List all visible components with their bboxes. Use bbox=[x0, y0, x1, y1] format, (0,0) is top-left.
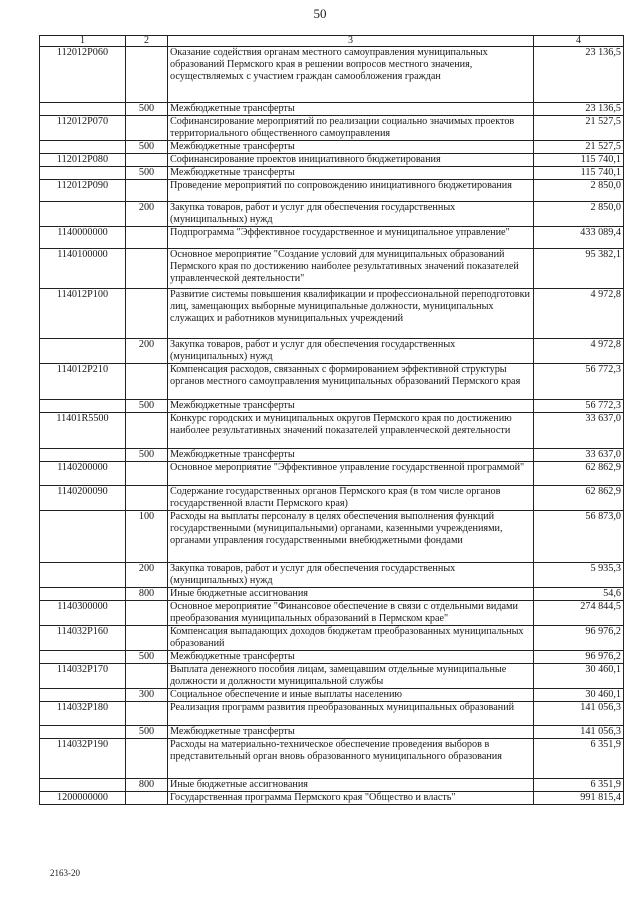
table-row bbox=[40, 202, 624, 227]
table-row bbox=[40, 563, 624, 588]
column-header: 3 bbox=[168, 36, 534, 47]
row-amount: 2 850,0 bbox=[534, 180, 624, 202]
row-name: Иные бюджетные ассигнования bbox=[168, 779, 534, 792]
row-code: 114032P180 bbox=[40, 702, 126, 726]
row-amount: 95 382,1 bbox=[534, 249, 624, 289]
row-type bbox=[126, 47, 168, 103]
row-type bbox=[126, 364, 168, 400]
page-number: 50 bbox=[313, 6, 327, 21]
row-amount: 62 862,9 bbox=[534, 486, 624, 511]
row-name: Расходы на выплаты персоналу в целях обеспечения выполнения функций государственными (муниципальными) органами, казенными учреждениями, органами управления государственными внебюджетными фондами bbox=[168, 511, 534, 563]
row-code: 112012P080 bbox=[40, 154, 126, 167]
row-code: 1140300000 bbox=[40, 601, 126, 626]
table-row bbox=[40, 167, 624, 180]
row-type: 100 bbox=[126, 511, 168, 563]
row-code bbox=[40, 449, 126, 462]
row-code: 11401R5500 bbox=[40, 413, 126, 449]
header-row bbox=[40, 36, 624, 47]
row-code: 1200000000 bbox=[40, 792, 126, 805]
row-name: Иные бюджетные ассигнования bbox=[168, 588, 534, 601]
row-type: 500 bbox=[126, 141, 168, 154]
row-name: Оказание содействия органам местного самоуправления муниципальных образований Пермского края в решении вопросов местного значения, осуществляемых с участием граждан самообложения граждан bbox=[168, 47, 534, 103]
row-name: Проведение мероприятий по сопровождению инициативного бюджетирования bbox=[168, 180, 534, 202]
row-amount: 33 637,0 bbox=[534, 449, 624, 462]
table-row bbox=[40, 588, 624, 601]
row-name: Конкурс городских и муниципальных округов Пермского края по достижению наиболее результативных значений показателей управленческой деятельности bbox=[168, 413, 534, 449]
table-row bbox=[40, 664, 624, 689]
table-row bbox=[40, 400, 624, 413]
table-row bbox=[40, 511, 624, 563]
column-header: 2 bbox=[126, 36, 168, 47]
row-name: Содержание государственных органов Пермского края (в том числе органов государственной власти Пермского края) bbox=[168, 486, 534, 511]
row-type bbox=[126, 116, 168, 141]
row-name: Социальное обеспечение и иные выплаты населению bbox=[168, 689, 534, 702]
table-row bbox=[40, 739, 624, 779]
row-code bbox=[40, 400, 126, 413]
row-amount: 62 862,9 bbox=[534, 462, 624, 486]
row-type: 500 bbox=[126, 449, 168, 462]
row-type bbox=[126, 601, 168, 626]
row-name: Межбюджетные трансферты bbox=[168, 167, 534, 180]
row-amount: 30 460,1 bbox=[534, 664, 624, 689]
row-name: Межбюджетные трансферты bbox=[168, 400, 534, 413]
table-row bbox=[40, 249, 624, 289]
table-row bbox=[40, 689, 624, 702]
table-row bbox=[40, 651, 624, 664]
row-amount: 96 976,2 bbox=[534, 651, 624, 664]
table-row bbox=[40, 180, 624, 202]
row-name: Расходы на материально-техническое обеспечение проведения выборов в представительный орган вновь образованного муниципального образования bbox=[168, 739, 534, 779]
row-code: 114032P170 bbox=[40, 664, 126, 689]
row-code bbox=[40, 563, 126, 588]
row-amount: 141 056,3 bbox=[534, 726, 624, 739]
row-amount: 115 740,1 bbox=[534, 167, 624, 180]
row-type: 200 bbox=[126, 563, 168, 588]
row-name: Компенсация выпадающих доходов бюджетам преобразованных муниципальных образований bbox=[168, 626, 534, 651]
row-amount: 54,6 bbox=[534, 588, 624, 601]
row-code bbox=[40, 511, 126, 563]
row-code bbox=[40, 588, 126, 601]
row-name: Софинансирование мероприятий по реализации социально значимых проектов территориального общественного самоуправления bbox=[168, 116, 534, 141]
budget-table bbox=[39, 35, 624, 805]
column-header: 1 bbox=[40, 36, 126, 47]
row-amount: 991 815,4 bbox=[534, 792, 624, 805]
row-name: Государственная программа Пермского края "Общество и власть" bbox=[168, 792, 534, 805]
row-type: 500 bbox=[126, 726, 168, 739]
row-amount: 56 772,3 bbox=[534, 364, 624, 400]
row-amount: 21 527,5 bbox=[534, 141, 624, 154]
row-type bbox=[126, 486, 168, 511]
table-row bbox=[40, 626, 624, 651]
row-amount: 433 089,4 bbox=[534, 227, 624, 249]
row-type: 500 bbox=[126, 400, 168, 413]
row-code bbox=[40, 167, 126, 180]
row-amount: 141 056,3 bbox=[534, 702, 624, 726]
table-row bbox=[40, 726, 624, 739]
footer-code: 2163-20 bbox=[50, 868, 80, 878]
row-type bbox=[126, 249, 168, 289]
row-name: Основное мероприятие "Создание условий для муниципальных образований Пермского края по достижению наиболее результативных значений показателей управленческой деятельности" bbox=[168, 249, 534, 289]
row-type bbox=[126, 739, 168, 779]
row-amount: 6 351,9 bbox=[534, 739, 624, 779]
row-code bbox=[40, 141, 126, 154]
row-code: 1140000000 bbox=[40, 227, 126, 249]
table-row bbox=[40, 47, 624, 103]
row-amount: 5 935,3 bbox=[534, 563, 624, 588]
table-row bbox=[40, 779, 624, 792]
table-row bbox=[40, 413, 624, 449]
table-row bbox=[40, 289, 624, 339]
row-amount: 4 972,8 bbox=[534, 339, 624, 364]
row-code bbox=[40, 651, 126, 664]
row-name: Реализация программ развития преобразованных муниципальных образований bbox=[168, 702, 534, 726]
row-type: 300 bbox=[126, 689, 168, 702]
row-code: 112012P060 bbox=[40, 47, 126, 103]
row-amount: 2 850,0 bbox=[534, 202, 624, 227]
row-code: 112012P070 bbox=[40, 116, 126, 141]
table-row bbox=[40, 486, 624, 511]
row-amount: 96 976,2 bbox=[534, 626, 624, 651]
row-type: 800 bbox=[126, 588, 168, 601]
table-row bbox=[40, 154, 624, 167]
row-name: Закупка товаров, работ и услуг для обеспечения государственных (муниципальных) нужд bbox=[168, 339, 534, 364]
row-type: 200 bbox=[126, 339, 168, 364]
row-type bbox=[126, 462, 168, 486]
row-amount: 6 351,9 bbox=[534, 779, 624, 792]
table-row bbox=[40, 103, 624, 116]
row-code bbox=[40, 726, 126, 739]
table-row bbox=[40, 462, 624, 486]
row-name: Межбюджетные трансферты bbox=[168, 651, 534, 664]
row-type: 500 bbox=[126, 103, 168, 116]
row-amount: 21 527,5 bbox=[534, 116, 624, 141]
row-type bbox=[126, 154, 168, 167]
row-type bbox=[126, 792, 168, 805]
row-code bbox=[40, 689, 126, 702]
table-row bbox=[40, 792, 624, 805]
row-code: 1140200000 bbox=[40, 462, 126, 486]
row-amount: 4 972,8 bbox=[534, 289, 624, 339]
row-amount: 23 136,5 bbox=[534, 47, 624, 103]
row-name: Межбюджетные трансферты bbox=[168, 141, 534, 154]
row-name: Межбюджетные трансферты bbox=[168, 449, 534, 462]
row-code: 112012P090 bbox=[40, 180, 126, 202]
table-row bbox=[40, 601, 624, 626]
table-row bbox=[40, 116, 624, 141]
table-row bbox=[40, 141, 624, 154]
row-type bbox=[126, 702, 168, 726]
row-code: 114032P190 bbox=[40, 739, 126, 779]
table-row bbox=[40, 339, 624, 364]
table-row bbox=[40, 227, 624, 249]
row-name: Софинансирование проектов инициативного бюджетирования bbox=[168, 154, 534, 167]
row-code: 114012P210 bbox=[40, 364, 126, 400]
row-amount: 56 873,0 bbox=[534, 511, 624, 563]
row-name: Развитие системы повышения квалификации и профессиональной переподготовки лиц, замещающих выборные муниципальные должности, муниципальных служащих и работников муниципальных учреждений bbox=[168, 289, 534, 339]
row-amount: 274 844,5 bbox=[534, 601, 624, 626]
row-type bbox=[126, 289, 168, 339]
row-code bbox=[40, 779, 126, 792]
row-code: 114032P160 bbox=[40, 626, 126, 651]
row-type: 500 bbox=[126, 651, 168, 664]
row-type bbox=[126, 180, 168, 202]
row-name: Основное мероприятие "Финансовое обеспечение в связи с отдельными видами преобразования муниципальных образований в Пермском крае" bbox=[168, 601, 534, 626]
row-type bbox=[126, 227, 168, 249]
row-type bbox=[126, 413, 168, 449]
row-name: Подпрограмма "Эффективное государственное и муниципальное управление" bbox=[168, 227, 534, 249]
row-name: Компенсация расходов, связанных с формированием эффективной структуры органов местного самоуправления муниципальных образований Пермского края bbox=[168, 364, 534, 400]
row-type: 800 bbox=[126, 779, 168, 792]
row-type bbox=[126, 626, 168, 651]
row-amount: 56 772,3 bbox=[534, 400, 624, 413]
row-code: 114012P100 bbox=[40, 289, 126, 339]
table-row bbox=[40, 364, 624, 400]
table-row bbox=[40, 702, 624, 726]
row-name: Закупка товаров, работ и услуг для обеспечения государственных (муниципальных) нужд bbox=[168, 202, 534, 227]
row-amount: 30 460,1 bbox=[534, 689, 624, 702]
row-type bbox=[126, 664, 168, 689]
row-name: Закупка товаров, работ и услуг для обеспечения государственных (муниципальных) нужд bbox=[168, 563, 534, 588]
row-amount: 115 740,1 bbox=[534, 154, 624, 167]
row-code bbox=[40, 202, 126, 227]
row-name: Межбюджетные трансферты bbox=[168, 103, 534, 116]
row-name: Выплата денежного пособия лицам, замещавшим отдельные муниципальные должности и должности муниципальной службы bbox=[168, 664, 534, 689]
table-row bbox=[40, 449, 624, 462]
row-type: 200 bbox=[126, 202, 168, 227]
row-code bbox=[40, 103, 126, 116]
row-amount: 23 136,5 bbox=[534, 103, 624, 116]
row-amount: 33 637,0 bbox=[534, 413, 624, 449]
row-name: Основное мероприятие "Эффективное управление государственной программой" bbox=[168, 462, 534, 486]
row-code: 1140200090 bbox=[40, 486, 126, 511]
row-code bbox=[40, 339, 126, 364]
column-header: 4 bbox=[534, 36, 624, 47]
row-name: Межбюджетные трансферты bbox=[168, 726, 534, 739]
row-type: 500 bbox=[126, 167, 168, 180]
row-code: 1140100000 bbox=[40, 249, 126, 289]
